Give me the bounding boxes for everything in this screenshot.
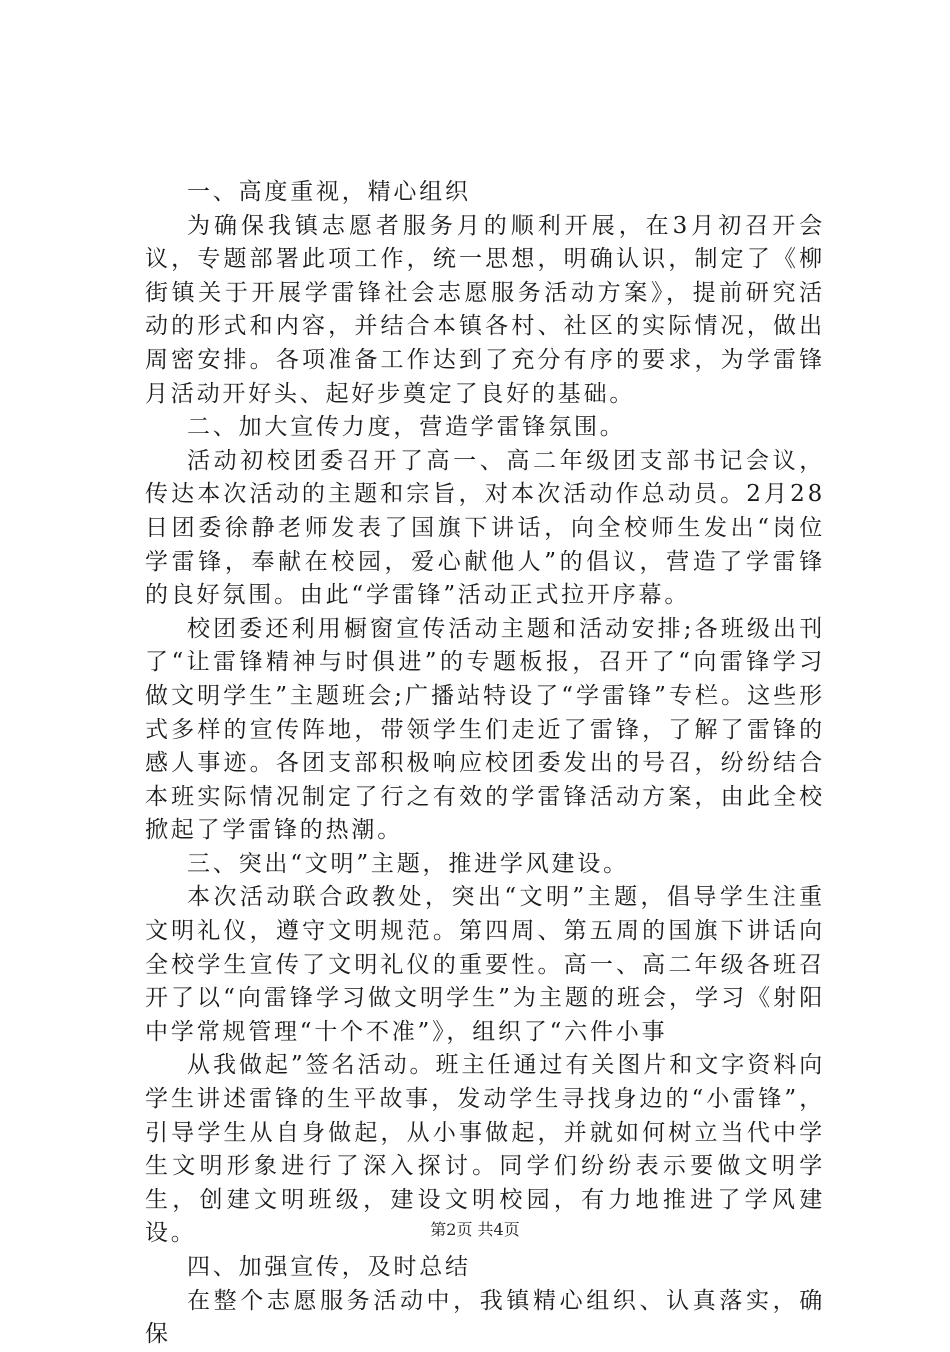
body-paragraph: 从我做起”签名活动。班主任通过有关图片和文字资料向学生讲述雷锋的生平故事，发动学生寻找身边的“小雷锋”，引导学生从自身做起，从小事做起，并就如何树立当代中学生文明形象进行了深入探讨。同学们纷纷表示要做文明学生，创建文明班级，建设文明校园，有力地推进了学风建设。 <box>145 1052 825 1247</box>
document-body <box>145 176 825 1352</box>
body-paragraph: 本次活动联合政教处，突出“文明”主题，倡导学生注重文明礼仪，遵守文明规范。第四周、第五周的国旗下讲话向全校学生宣传了文明礼仪的重要性。高一、高二年级各班召开了以“向雷锋学习做文明学生”为主题的班会，学习《射阳中学常规管理“十个不准”》，组织了“六件小事 <box>145 884 825 1045</box>
body-paragraph: 在整个志愿服务活动中，我镇精心组织、认真落实，确保 <box>145 1287 825 1348</box>
section-heading-4: 四、加强宣传，及时总结 <box>187 1254 471 1280</box>
body-paragraph: 为确保我镇志愿者服务月的顺利开展，在3月初召开会议，专题部署此项工作，统一思想，明确认识，制定了《柳街镇关于开展学雷锋社会志愿服务活动方案》，提前研究活动的形式和内容，并结合本镇各村、社区的实际情况，做出周密安排。各项准备工作达到了充分有序的要求，为学雷锋月活动开好头、起好步奠定了良好的基础。 <box>145 212 825 407</box>
section-heading-3: 三、突出“文明”主题，推进学风建设。 <box>187 850 629 877</box>
page-number-footer: 第2页 共4页 <box>430 1220 520 1239</box>
body-paragraph: 校团委还利用橱窗宣传活动主题和活动安排;各班级出刊了“让雷锋精神与时俱进”的专题板报，召开了“向雷锋学习做文明学生”主题班会;广播站特设了“学雷锋”专栏。这些形式多样的宣传阵地，带领学生们走近了雷锋，了解了雷锋的感人事迹。各团支部积极响应校团委发出的号召，纷纷结合本班实际情况制定了行之有效的学雷锋活动方案，由此全校掀起了学雷锋的热潮。 <box>145 615 825 844</box>
body-paragraph: 活动初校团委召开了高一、高二年级团支部书记会议，传达本次活动的主题和宗旨，对本次活动作总动员。2月28日团委徐静老师发表了国旗下讲话，向全校师生发出“岗位学雷锋，奉献在校园，爱心献他人”的倡议，营造了学雷锋的良好氛围。由此“学雷锋”活动正式拉开序幕。 <box>145 447 825 609</box>
section-heading-2: 二、加大宣传力度，营造学雷锋氛围。 <box>187 414 626 441</box>
section-heading-1: 一、高度重视，精心组织 <box>187 179 471 205</box>
